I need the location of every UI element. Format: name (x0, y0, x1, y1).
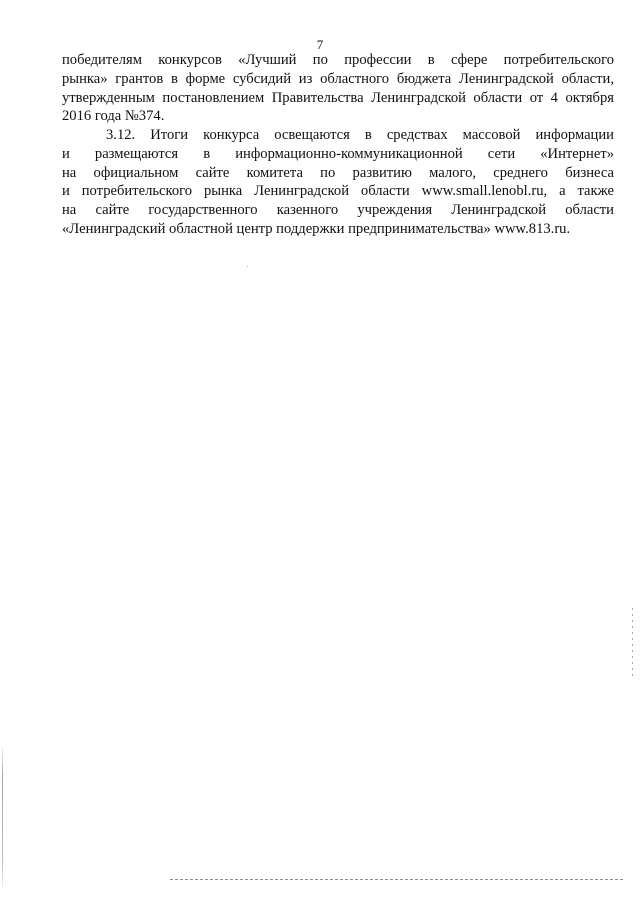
paragraph-line: на официальном сайте комитета по развитию малого, среднего бизнеса (62, 164, 614, 181)
scan-artifact-dot (214, 232, 215, 233)
paragraph-line: 3.12. Итоги конкурса освещаются в средствах массовой информации (106, 127, 614, 143)
paragraph-line: рынка» грантов в форме субсидий из областного бюджета Ленинградской области, (62, 70, 614, 87)
scan-artifact-right-edge (632, 608, 633, 678)
paragraph-line: «Ленинградский областной центр поддержки предпринимательства» www.813.ru. (62, 220, 571, 237)
paragraph-line: на сайте государственного казенного учреждения Ленинградской области (62, 202, 614, 219)
paragraph-line: победителям конкурсов «Лучший по профессии в сфере потребительского (62, 52, 614, 68)
scan-artifact-left-edge (2, 744, 3, 894)
scan-artifact-bottom-edge (170, 879, 625, 880)
scan-artifact-dot (247, 266, 248, 267)
paragraph-line: и потребительского рынка Ленинградской области www.small.lenobl.ru, а также (62, 183, 614, 200)
page-number: 7 (316, 37, 324, 52)
paragraph-line: и размещаются в информационно-коммуникационной сети «Интернет» (62, 145, 614, 162)
paragraph-line: 2016 года №374. (62, 108, 165, 125)
paragraph-line: утвержденным постановлением Правительства Ленинградской области от 4 октября (62, 89, 614, 106)
paragraph-grant-regulation (62, 51, 614, 126)
paragraph-3-12-results (62, 126, 614, 239)
